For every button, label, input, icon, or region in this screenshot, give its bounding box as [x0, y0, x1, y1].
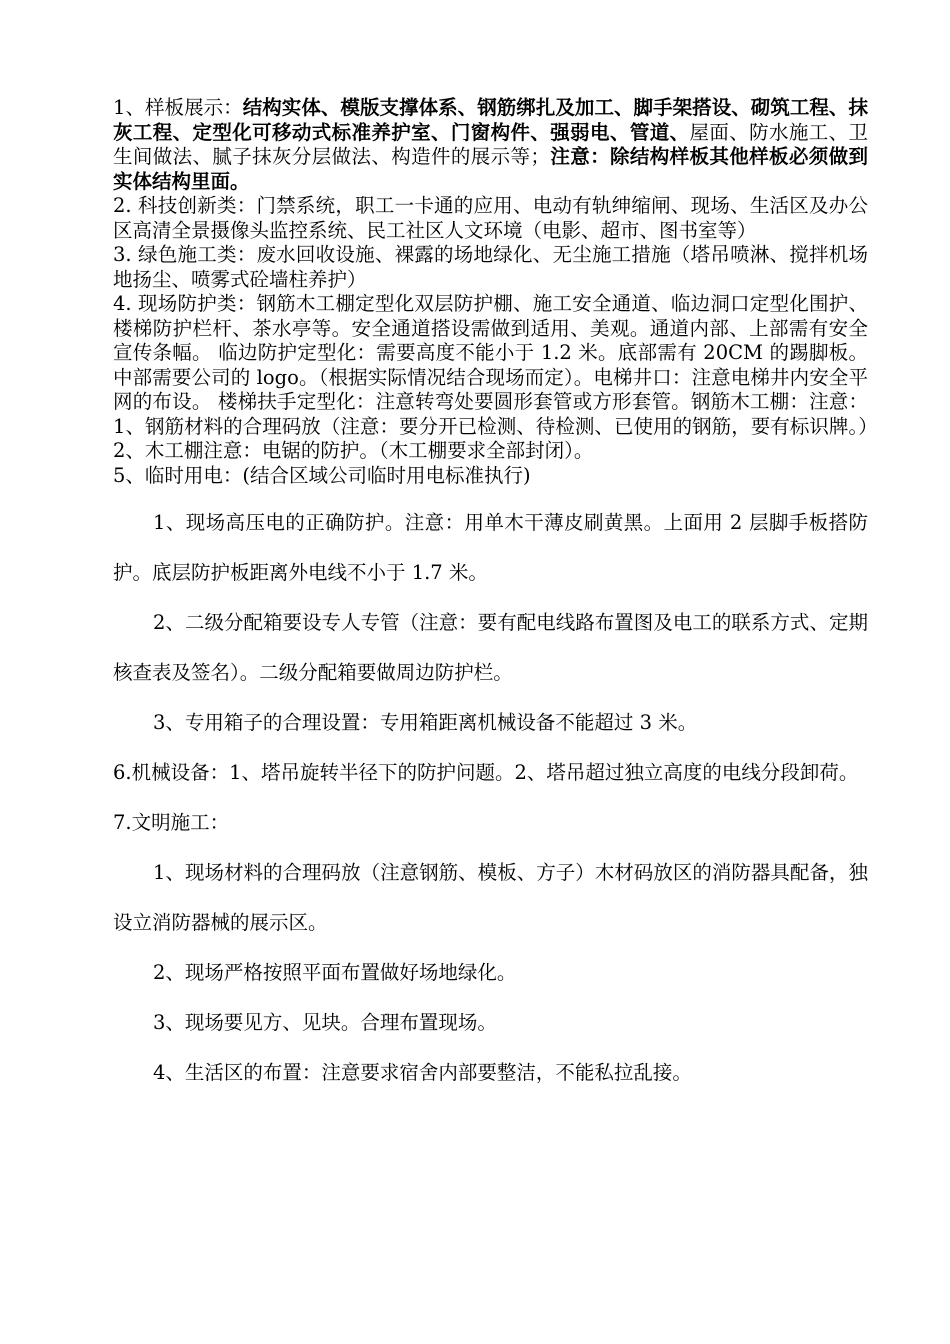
section-5-temporary-power: 5、临时用电：(结合区域公司临时用电标准执行)	[113, 463, 531, 487]
section-5-item-1: 1、现场高压电的正确防护。注意：用单木干薄皮刷黄黑。上面用 2 层脚手板搭防护。底层防护板距离外电线不小于 1.7 米。	[113, 511, 868, 584]
section-1-label: 1、样板展示：	[113, 96, 243, 119]
section-1-normal-list: 屋面、防水施工、卫生间做法、腻子抹灰分层做法、构造件的展示等；	[113, 120, 868, 168]
section-7-item-2: 2、现场严格按照平面布置做好场地绿化。	[153, 961, 517, 984]
section-1-bold-list: 结构实体、模版支撑体系、钢筋绑扎及加工、脚手架搭设、砌筑工程、抹灰工程、定型化可移动式标准养护室、门窗构件、强弱电、管道、	[113, 96, 868, 144]
section-4-site-protection: 4. 现场防护类：钢筋木工棚定型化双层防护棚、施工安全通道、临边洞口定型化围护、楼梯防护栏杆、茶水亭等。安全通道搭设需做到适用、美观。通道内部、上部需有安全宣传条幅。 临边防护定型化：需要高度不能小于 1.2 米。底部需有 20CM 的踢脚板。中部需要公司的 logo。（根据实际情况结合现场而定）。电梯井口：注意电梯井内安全平网的布设。 楼梯扶手定型化：注意转弯处要圆形套管或方形套管。钢筋木工棚：注意：1、钢筋材料的合理码放（注意：要分开已检测、待检测、已使用的钢筋，要有标识牌。）2、木工棚注意：电锯的防护。（木工棚要求全部封闭）。	[113, 292, 868, 462]
section-7-item-1: 1、现场材料的合理码放（注意钢筋、模板、方子）木材码放区的消防器具配备，独设立消防器械的展示区。	[113, 861, 868, 934]
section-1-note: 注意：除结构样板其他样板必须做到实体结构里面。	[113, 145, 868, 193]
section-7-item-4: 4、生活区的布置：注意要求宿舍内部要整洁，不能私拉乱接。	[153, 1061, 692, 1084]
section-5-item-3: 3、专用箱子的合理设置：专用箱距离机械设备不能超过 3 米。	[153, 711, 698, 734]
document-page	[113, 96, 868, 1098]
section-1-sample-display	[113, 96, 868, 194]
section-7-item-3: 3、现场要见方、见块。合理布置现场。	[153, 1011, 497, 1034]
section-5-item-2: 2、二级分配箱要设专人专管（注意：要有配电线路布置图及电工的联系方式、定期核查表及签名）。二级分配箱要做周边防护栏。	[113, 611, 868, 684]
section-3-green-construction: 3. 绿色施工类：废水回收设施、裸露的场地绿化、无尘施工措施（塔吊喷淋、搅拌机场地扬尘、喷雾式砼墙柱养护）	[113, 243, 868, 291]
section-2-tech-innovation: 2. 科技创新类：门禁系统，职工一卡通的应用、电动有轨绅缩闸、现场、生活区及办公区高清全景摄像头监控系统、民工社区人文环境（电影、超市、图书室等）	[113, 194, 868, 242]
section-7-civilized-construction: 7.文明施工：	[113, 811, 230, 834]
section-6-machinery: 6.机械设备：1、塔吊旋转半径下的防护问题。2、塔吊超过独立高度的电线分段卸荷。	[113, 761, 859, 784]
